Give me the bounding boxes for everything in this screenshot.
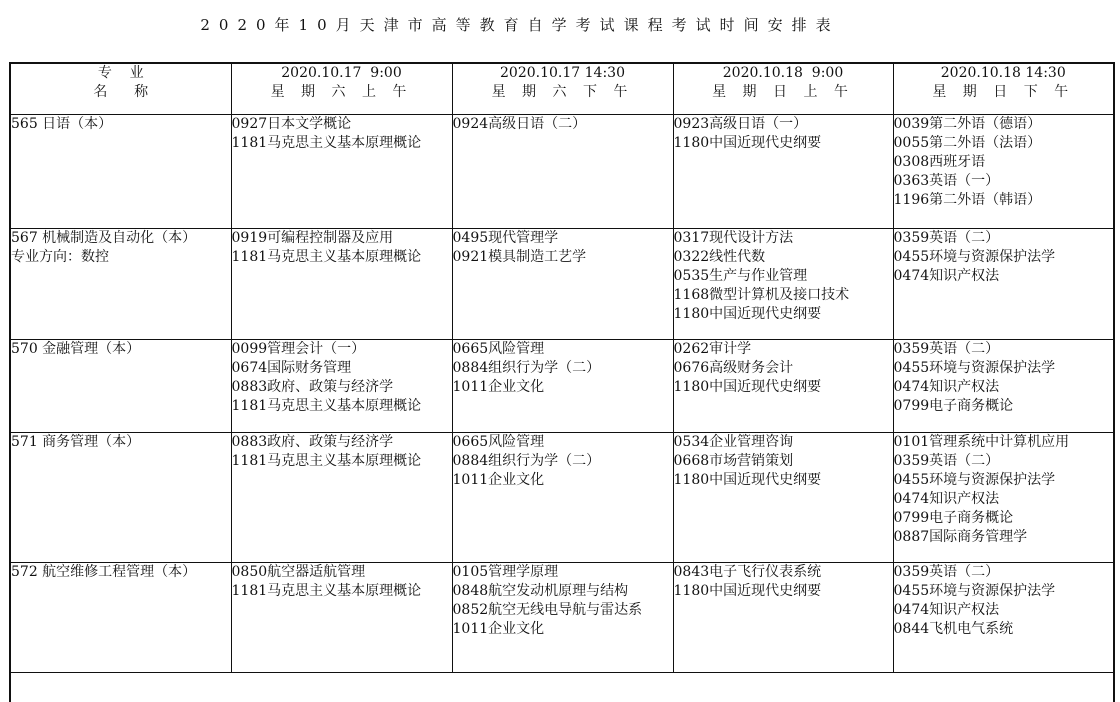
course-item: 0039第二外语（德语） <box>893 115 1042 132</box>
course-item: 0923高级日语（一） <box>673 115 808 132</box>
exam-schedule-table <box>11 64 1113 673</box>
course-item: 1181马克思主义基本原理概论 <box>231 134 422 151</box>
course-item: 1181马克思主义基本原理概论 <box>231 582 422 599</box>
course-cell <box>893 228 1113 339</box>
header-slot-3 <box>673 64 893 114</box>
course-item: 0474知识产权法 <box>893 490 1000 507</box>
course-item: 0101管理系统中计算机应用 <box>893 433 1070 450</box>
course-cell <box>673 114 893 228</box>
course-item: 0676高级财务会计 <box>673 359 794 376</box>
course-cell <box>231 228 452 339</box>
header-slot-date: 2020.10.18 14:30 <box>940 65 1066 81</box>
major-cell <box>11 228 231 339</box>
course-item: 0099管理会计（一） <box>231 340 366 357</box>
course-item: 1011企业文化 <box>452 378 545 395</box>
course-cell <box>452 114 673 228</box>
course-item: 0843电子飞行仪表系统 <box>673 563 822 580</box>
course-cell <box>673 432 893 562</box>
major-name: 专业方向：数控 <box>11 248 109 265</box>
course-item: 0665风险管理 <box>452 433 545 450</box>
course-item: 0887国际商务管理学 <box>893 528 1028 545</box>
course-item: 1180中国近现代史纲要 <box>673 134 822 151</box>
header-major-line1: 专 业 <box>97 65 144 81</box>
major-name: 571 商务管理（本） <box>11 433 141 450</box>
course-cell <box>893 339 1113 432</box>
course-cell <box>673 228 893 339</box>
header-slot-day: 星 期 日 下 午 <box>932 84 1075 100</box>
course-item: 0883政府、政策与经济学 <box>231 433 394 450</box>
header-slot-date: 2020.10.17 14:30 <box>500 65 625 81</box>
table-row <box>11 339 1113 432</box>
course-item: 0474知识产权法 <box>893 267 1000 284</box>
course-item: 0359英语（二） <box>893 452 1000 469</box>
header-major-line2: 名 称 <box>93 84 149 100</box>
course-item: 0674国际财务管理 <box>231 359 352 376</box>
major-cell <box>11 562 231 672</box>
table-row <box>11 228 1113 339</box>
major-cell <box>11 339 231 432</box>
header-slot-4 <box>893 64 1113 114</box>
course-cell <box>452 562 673 672</box>
course-item: 0848航空发动机原理与结构 <box>452 582 629 599</box>
course-item: 0852航空无线电导航与雷达系 <box>452 601 643 618</box>
course-cell <box>673 339 893 432</box>
course-cell <box>893 114 1113 228</box>
course-item: 0668市场营销策划 <box>673 452 794 469</box>
header-row <box>11 64 1113 114</box>
course-item: 1180中国近现代史纲要 <box>673 378 822 395</box>
course-item: 1168微型计算机及接口技术 <box>673 286 850 303</box>
course-item: 0799电子商务概论 <box>893 509 1014 526</box>
course-cell <box>452 432 673 562</box>
course-item: 1011企业文化 <box>452 471 545 488</box>
header-major <box>11 64 231 114</box>
course-cell <box>452 339 673 432</box>
course-item: 1181马克思主义基本原理概论 <box>231 452 422 469</box>
course-cell <box>231 339 452 432</box>
course-item: 0534企业管理咨询 <box>673 433 794 450</box>
course-item: 0455环境与资源保护法学 <box>893 359 1056 376</box>
major-cell <box>11 114 231 228</box>
course-item: 0055第二外语（法语） <box>893 134 1042 151</box>
course-item: 1180中国近现代史纲要 <box>673 471 822 488</box>
major-name: 567 机械制造及自动化（本） <box>11 229 197 246</box>
major-name: 570 金融管理（本） <box>11 340 141 357</box>
course-item: 0474知识产权法 <box>893 601 1000 618</box>
document-title: 2020年10月天津市高等教育自学考试课程考试时间安排表 <box>200 16 840 34</box>
course-item: 0359英语（二） <box>893 563 1000 580</box>
course-item: 0884组织行为学（二） <box>452 359 601 376</box>
header-slot-day: 星 期 日 上 午 <box>712 84 854 100</box>
header-slot-day: 星 期 六 下 午 <box>491 84 634 100</box>
course-cell <box>231 432 452 562</box>
course-item: 0884组织行为学（二） <box>452 452 601 469</box>
course-item: 0262审计学 <box>673 340 752 357</box>
course-item: 0455环境与资源保护法学 <box>893 471 1056 488</box>
course-item: 0308西班牙语 <box>893 153 986 170</box>
course-item: 0883政府、政策与经济学 <box>231 378 394 395</box>
table-row <box>11 114 1113 228</box>
course-item: 1181马克思主义基本原理概论 <box>231 397 422 414</box>
course-item: 0474知识产权法 <box>893 378 1000 395</box>
course-cell <box>893 432 1113 562</box>
course-item: 0359英语（二） <box>893 229 1000 246</box>
course-item: 0850航空器适航管理 <box>231 563 366 580</box>
table-row <box>11 432 1113 562</box>
course-item: 0495现代管理学 <box>452 229 559 246</box>
course-item: 0921模具制造工艺学 <box>452 248 587 265</box>
course-item: 0322线性代数 <box>673 248 766 265</box>
header-slot-1 <box>231 64 452 114</box>
course-item: 0919可编程控制器及应用 <box>231 229 394 246</box>
header-slot-date: 2020.10.17 9:00 <box>281 65 402 81</box>
major-name: 565 日语（本） <box>11 115 113 132</box>
course-item: 1180中国近现代史纲要 <box>673 305 822 322</box>
course-item: 0455环境与资源保护法学 <box>893 582 1056 599</box>
course-item: 0105管理学原理 <box>452 563 559 580</box>
course-item: 0363英语（一） <box>893 172 1000 189</box>
course-item: 0924高级日语（二） <box>452 115 587 132</box>
course-cell <box>893 562 1113 672</box>
course-item: 0317现代设计方法 <box>673 229 794 246</box>
course-item: 0665风险管理 <box>452 340 545 357</box>
course-cell <box>231 114 452 228</box>
course-cell <box>231 562 452 672</box>
course-cell <box>673 562 893 672</box>
course-item: 0359英语（二） <box>893 340 1000 357</box>
course-item: 0455环境与资源保护法学 <box>893 248 1056 265</box>
major-cell <box>11 432 231 562</box>
course-item: 0927日本文学概论 <box>231 115 352 132</box>
course-item: 1180中国近现代史纲要 <box>673 582 822 599</box>
course-cell <box>452 228 673 339</box>
major-name: 572 航空维修工程管理（本） <box>11 563 197 580</box>
table-row <box>11 562 1113 672</box>
header-slot-2 <box>452 64 673 114</box>
header-slot-day: 星 期 六 上 午 <box>270 84 413 100</box>
course-item: 1196第二外语（韩语） <box>893 191 1042 208</box>
course-item: 0799电子商务概论 <box>893 397 1014 414</box>
header-slot-date: 2020.10.18 9:00 <box>722 65 844 81</box>
course-item: 1181马克思主义基本原理概论 <box>231 248 422 265</box>
course-item: 0844飞机电气系统 <box>893 620 1014 637</box>
course-item: 0535生产与作业管理 <box>673 267 808 284</box>
course-item: 1011企业文化 <box>452 620 545 637</box>
